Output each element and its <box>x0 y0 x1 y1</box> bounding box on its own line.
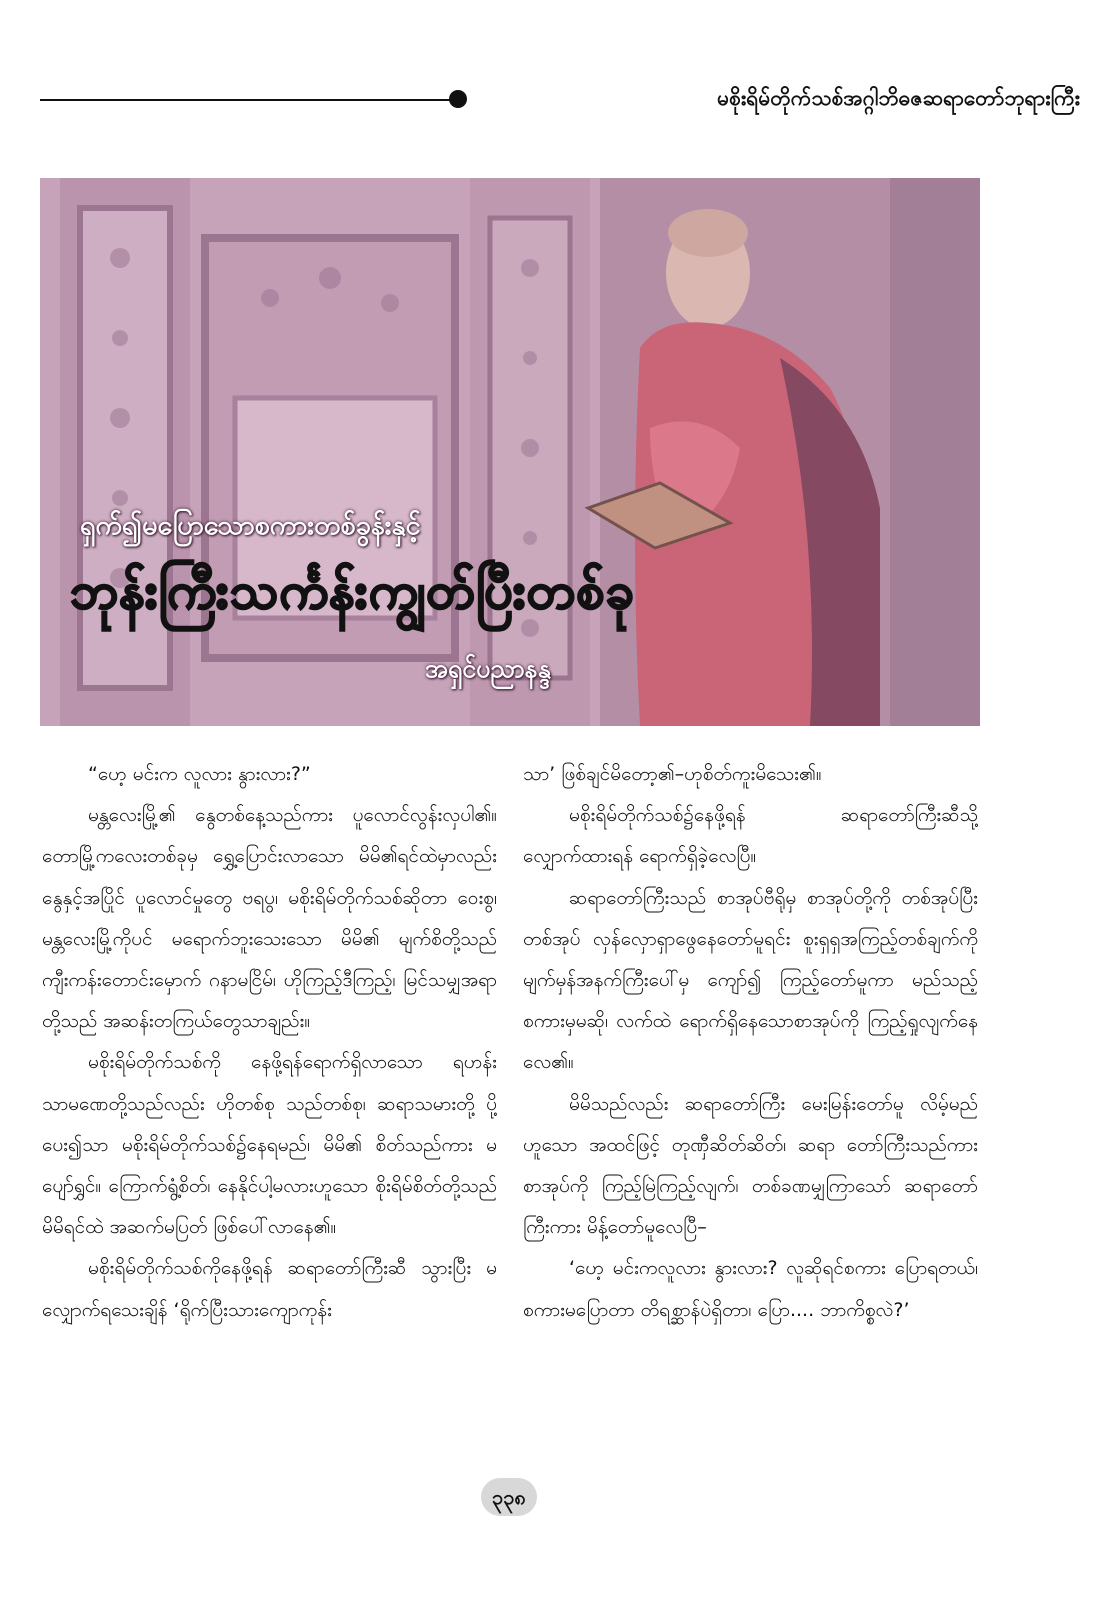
banner-illustration <box>40 178 980 726</box>
body-column-left <box>42 754 497 1331</box>
running-header <box>40 84 1080 116</box>
page-number: ၃၃၈ <box>481 1478 537 1516</box>
paragraph-continued: သာ’ ဖြစ်ချင်မိတော့၏–ဟုစိတ်ကူးမိသေး၏။ <box>523 763 822 785</box>
header-rule <box>40 99 455 101</box>
paragraph: မစိုးရိမ်တိုက်သစ်၌နေဖို့ရန် ဆရာတော်ကြီးဆီသို့ လျှောက်ထားရန် ရောက်ရှိခဲ့လေပြီ။ <box>523 804 978 868</box>
article-banner-image <box>40 178 980 726</box>
paragraph: မန္တလေးမြို့၏ နွေတစ်နေ့သည်ကား ပူလောင်လွန်းလှပါ၏။ တောမြို့ကလေးတစ်ခုမှ ရွှေ့ပြောင်းလာသော မိမိ၏ရင်ထဲမှာလည်း နွေနှင့်အပြိုင် ပူလောင်မှုတွေ ဗရပွ၊ မစိုးရိမ်တိုက်သစ်ဆိုတာ ဝေးစွ၊ မန္တလေးမြို့ကိုပင် မရောက်ဘူးသေးသော မိမိ၏ မျက်စိတို့သည် ကျီးကန်းတောင်းမှောက် ဂနာမငြိမ်၊ ဟိုကြည့်ဒီကြည့်၊ မြင်သမျှအရာတို့သည် အဆန်းတကြယ်တွေသာချည်း။ <box>42 804 497 1033</box>
paragraph: ‘ဟေ့ မင်းကလူလား နွားလား? လူဆိုရင်စကား ပြောရတယ်၊ စကားမပြောတာ တိရစ္ဆာန်ပဲရှိတာ၊ ပြော.... ဘာကိစ္စလဲ?’ <box>523 1257 978 1321</box>
article-kicker: ရှက်၍မပြောသောစကားတစ်ခွန်းနှင့် <box>80 510 421 541</box>
running-title: မစိုးရိမ်တိုက်သစ်အဂ္ဂါဘိဓဇဆရာတော်ဘုရားကြီး <box>717 86 1080 110</box>
article-headline: ဘုန်းကြီးသင်္ကန်းကျွတ်ပြီးတစ်ခု <box>70 562 635 620</box>
body-column-right <box>523 754 978 1331</box>
paragraph: “ဟေ့ မင်းက လူလား နွားလား?” <box>88 763 311 785</box>
paragraph: မစိုးရိမ်တိုက်သစ်ကိုနေဖို့ရန် ဆရာတော်ကြီးဆီ သွားပြီး မလျှောက်ရသေးချိန် ‘ရိုက်ပြီးသားကျောကုန်း <box>42 1257 497 1321</box>
paragraph: မိမိသည်လည်း ဆရာတော်ကြီး မေးမြန်းတော်မူ လိမ့်မည်ဟူသော အထင်ဖြင့် တုဏှီဆိတ်ဆိတ်၊ ဆရာ တော်ကြီးသည်ကား စာအုပ်ကို ကြည့်မြဲကြည့်လျက်၊ တစ်ခဏမျှကြာသော် ဆရာတော်ကြီးကား မိန့်တော်မူလေပြီ– <box>523 1092 978 1239</box>
paragraph: မစိုးရိမ်တိုက်သစ်ကို နေဖို့ရန်ရောက်ရှိလာသော ရဟန်း သာမဏေတို့သည်လည်း ဟိုတစ်စု သည်တစ်စု၊ ဆရာသမားတို့ ပို့ပေး၍သာ မစိုးရိမ်တိုက်သစ်၌နေရမည်၊ မိမိ၏ စိတ်သည်ကား မပျော်ရွှင်။ ကြောက်ရွံ့စိတ်၊ နေနိုင်ပါ့မလားဟူသော စိုးရိမ်စိတ်တို့သည် မိမိရင်ထဲ အဆက်မပြတ် ဖြစ်ပေါ်လာနေ၏။ <box>42 1051 497 1239</box>
article-author: အရှင်ပညာနန္ဒ <box>425 654 551 683</box>
paragraph: ဆရာတော်ကြီးသည် စာအုပ်ဗီရိုမှ စာအုပ်တို့ကို တစ်အုပ်ပြီးတစ်အုပ် လှန်လှောရှာဖွေနေတော်မူရင်း စူးရှရှအကြည့်တစ်ချက်ကို မျက်မှန်အနက်ကြီးပေါ်မှ ကျော်၍ ကြည့်တော်မူကာ မည်သည့်စကားမှမဆို၊ လက်ထဲ ရောက်ရှိနေသောစာအုပ်ကို ကြည့်ရှုလျက်နေလေ၏။ <box>523 886 978 1074</box>
header-bullet <box>449 90 467 108</box>
